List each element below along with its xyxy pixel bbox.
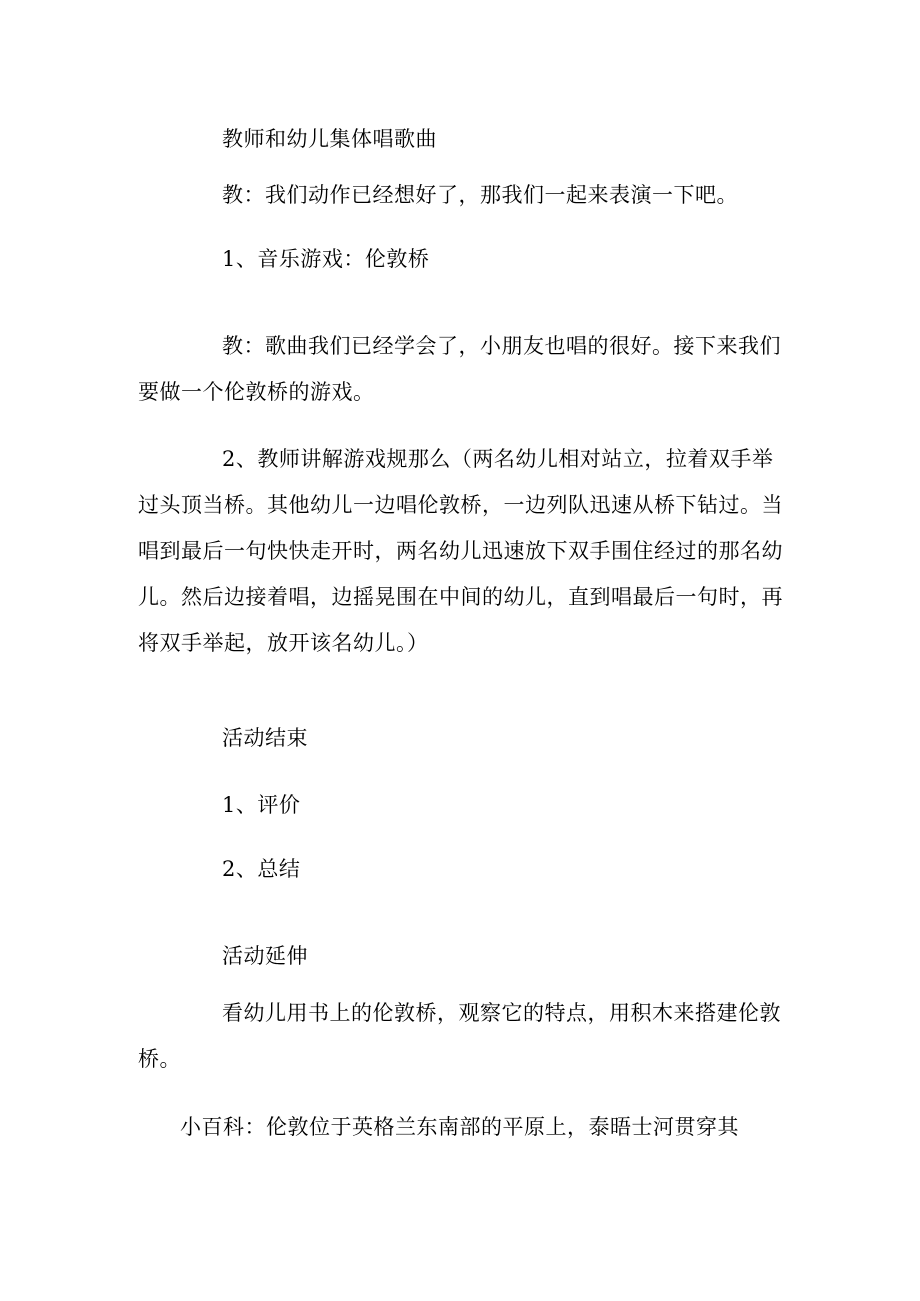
paragraph-summary: 2、总结: [222, 857, 301, 881]
paragraph-evaluation: 1、评价: [222, 793, 301, 817]
paragraph-activity-extension: 活动延伸: [222, 944, 308, 968]
paragraph-teacher-children-sing: 教师和幼儿集体唱歌曲: [222, 127, 437, 151]
paragraph-teacher-perform: 教：我们动作已经想好了，那我们一起来表演一下吧。: [222, 183, 738, 207]
paragraph-observe-bridge: 看幼儿用书上的伦敦桥，观察它的特点，用积木来搭建伦敦桥。: [138, 1001, 781, 1071]
paragraph-song-learned: 教：歌曲我们已经学会了，小朋友也唱的很好。接下来我们要做一个伦敦桥的游戏。: [138, 334, 781, 404]
paragraph-encyclopedia: 小百科：伦敦位于英格兰东南部的平原上，泰晤士河贯穿其: [180, 1115, 739, 1139]
paragraph-music-game-heading: 1、音乐游戏：伦敦桥: [222, 247, 430, 271]
paragraph-activity-end: 活动结束: [222, 726, 308, 750]
paragraph-game-rules: 2、教师讲解游戏规那么（两名幼儿相对站立，拉着双手举过头顶当桥。其他幼儿一边唱伦敦桥，一边列队迅速从桥下钻过。当唱到最后一句快快走开时，两名幼儿迅速放下双手围住经过的那名幼儿。然后边接着唱，边摇晃围在中间的幼儿，直到唱最后一句时，再将双手举起，放开该名幼儿。）: [138, 447, 783, 655]
